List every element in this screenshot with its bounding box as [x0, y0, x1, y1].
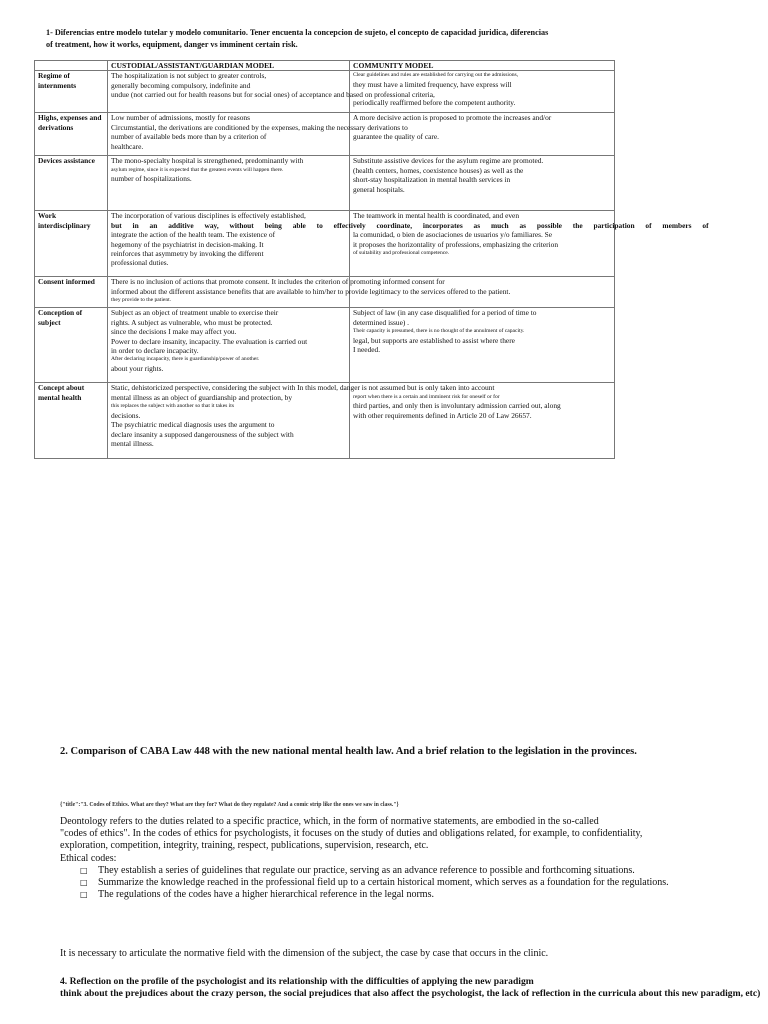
row-label: Conception of subject	[35, 308, 108, 383]
list-item-text: They establish a series of guidelines that regulate our practice, serving as an advance reference to possible and forthcoming situations.	[98, 864, 635, 876]
cell-line: Clear guidelines and rules are established for carrying out the admissions,	[353, 72, 519, 79]
cell-line: determined issue) .	[353, 317, 410, 327]
cell-line: third parties, and only then is involuntary admission carried out, along	[353, 401, 561, 411]
custodial-cell	[108, 277, 511, 308]
cell-line: Power to declare insanity, incapacity. The evaluation is carried out	[111, 336, 308, 346]
row-label: Devices assistance	[35, 156, 108, 211]
cell-line: Low number of admissions, mostly for reasons	[111, 113, 250, 123]
cell-line: but in an additive way, without being able to effectively coordinate, incorporates as much as possible the participation of members of	[111, 220, 709, 230]
cell-line: The teamwork in mental health is coordinated, and even	[353, 211, 520, 221]
cell-line: There is no inclusion of actions that promote consent. It includes the criterion of promoting informed consent for	[111, 277, 445, 287]
cell-line: reinforces that asymmetry by invoking the different	[111, 249, 264, 259]
checkbox-bullet-icon: □	[80, 865, 88, 875]
cell-line: The incorporation of various disciplines is effectively established,	[111, 211, 306, 221]
question-3-body	[60, 816, 760, 901]
list-item	[60, 877, 760, 889]
table-header-row	[35, 61, 615, 71]
community-cell	[350, 113, 615, 156]
custodial-cell	[108, 156, 350, 211]
comparison-table	[34, 60, 709, 459]
cell-line: general hospitals.	[353, 184, 405, 194]
question-1-line-1: 1- Diferencias entre modelo tutelar y modelo comunitario. Tener encuenta la concepcion de sujeto, el concepto de capacidad juridica, diferencias	[46, 28, 549, 37]
cell-line: la comunidad, o bien de asociaciones de usuarios y/o familiares. Se	[353, 230, 553, 240]
cell-line: A more decisive action is proposed to promote the increases and/or	[353, 113, 552, 123]
header-community-model: COMMUNITY MODEL	[350, 61, 615, 71]
ethical-codes-label: Ethical codes:	[60, 852, 117, 864]
community-cell	[350, 383, 615, 459]
cell-line: it proposes the horizontality of professions, emphasizing the criterion	[353, 239, 559, 249]
paragraph-line: Deontology refers to the duties related to a specific practice, which, in the form of normative statements, are embodied in the so-called	[60, 816, 599, 827]
row-label: Work interdisciplinary	[35, 211, 108, 277]
question-4-title: 4. Reflection on the profile of the psychologist and its relationship with the difficulties of applying the new paradigm	[60, 976, 534, 987]
checkbox-bullet-icon: □	[80, 878, 88, 888]
list-item-text: Summarize the knowledge reached in the professional field up to a certain historical moment, which serves as a foundation for the regulations.	[98, 877, 669, 889]
paragraph-line: exploration, competition, integrity, training, respect, publications, supervision, research, etc.	[60, 840, 429, 852]
community-cell	[350, 156, 615, 211]
cell-line: with other requirements defined in Article 20 of Law 26657.	[353, 410, 532, 420]
cell-line: integrate the action of the health team. The existence of	[111, 230, 276, 240]
row-label: Concept about mental health	[35, 383, 108, 459]
cell-line: Subject as an object of treatment unable to exercise their	[111, 308, 279, 318]
articulate-paragraph: It is necessary to articulate the normative field with the dimension of the subject, the case by case that occurs in the clinic.	[60, 948, 549, 959]
cell-line: (health centers, homes, coexistence houses) as well as the	[353, 165, 524, 175]
table-row	[35, 277, 615, 308]
cell-line: Subject of law (in any case disqualified for a period of time to	[353, 308, 537, 318]
cell-line: The hospitalization is not subject to greater controls,	[111, 71, 267, 81]
row-label: Consent informed	[35, 277, 108, 308]
ethical-codes-list	[60, 865, 760, 902]
cell-line: number of available beds more than by a criterion of	[111, 132, 267, 142]
cell-line: this replaces the subject with another so that it takes its	[111, 403, 235, 410]
cell-line: of suitability and professional competence.	[353, 250, 450, 257]
row-label: Highs, expenses and derivations	[35, 113, 108, 156]
question-1-heading	[46, 27, 606, 50]
cell-line: professional duties.	[111, 258, 169, 268]
cell-line: guarantee the quality of care.	[353, 131, 439, 141]
cell-line: Substitute assistive devices for the asylum regime are promoted.	[353, 156, 544, 166]
table-row	[35, 211, 615, 277]
question-4-subtitle: think about the prejudices about the crazy person, the social prejudices that also affect the psychologist, the lack of reflection in the curricula about this new paradigm, etc)	[60, 988, 761, 999]
cell-line: healthcare.	[111, 141, 144, 151]
table-row	[35, 156, 615, 211]
cell-line: Static, dehistoricized perspective, considering the subject with In this model, danger is not assumed but is only taken into account	[111, 383, 495, 393]
question-4-heading	[60, 976, 768, 1000]
cell-line: they provide to the patient.	[111, 297, 172, 304]
cell-line: asylum regime, since it is expected that the greatest events will happen there.	[111, 166, 284, 173]
cell-line: The mono-specialty hospital is strengthened, predominantly with	[111, 156, 304, 166]
header-cell-empty	[35, 61, 108, 71]
cell-line: informed about the different assistance benefits that are available to him/her to provide legitimacy to the services offered to the patient.	[111, 286, 511, 296]
table-row	[35, 71, 615, 113]
cell-line: After declaring incapacity, there is guardianship/power of another.	[111, 356, 260, 363]
list-item	[60, 889, 760, 901]
cell-line: hegemony of the psychiatrist in decision-making. It	[111, 239, 264, 249]
cell-line: report when there is a certain and imminent risk for oneself or for	[353, 393, 500, 400]
cell-line: I needed.	[353, 345, 381, 355]
question-1-line-2: of treatment, how it works, equipment, danger vs imminent certain risk.	[46, 39, 298, 49]
cell-line: about your rights.	[111, 363, 164, 373]
cell-line: rights. A subject as vulnerable, who must be protected.	[111, 317, 273, 327]
custodial-cell	[108, 308, 350, 383]
cell-line: The psychiatric medical diagnosis uses the argument to	[111, 420, 275, 430]
header-custodial-model: CUSTODIAL/ASSISTANT/GUARDIAN MODEL	[108, 61, 350, 71]
cell-line: mental illness as an object of guardianship and protection, by	[111, 392, 293, 402]
cell-line: declare insanity a supposed dangerousness of the subject with	[111, 429, 294, 439]
cell-line: short-stay hospitalization in mental health services in	[353, 175, 511, 185]
cell-line: decisions.	[111, 410, 141, 420]
table-row	[35, 308, 615, 383]
cell-line: since the decisions I make may affect you.	[111, 327, 237, 337]
row-label: Regime of internments	[35, 71, 108, 113]
cell-line: generally becoming compulsory, indefinite and	[111, 80, 251, 90]
paragraph-line: "codes of ethics". In the codes of ethics for psychologists, it focuses on the study of duties and obligations related, for example, to confidentiality,	[60, 828, 643, 840]
cell-line: legal, but supports are established to assist where there	[353, 335, 515, 345]
cell-line: in order to declare incapacity.	[111, 346, 199, 356]
cell-line: number of hospitalizations.	[111, 174, 192, 184]
community-cell	[350, 308, 615, 383]
checkbox-bullet-icon: □	[80, 890, 88, 900]
list-item	[60, 865, 760, 877]
list-item-text: The regulations of the codes have a higher hierarchical reference in the legal norms.	[98, 889, 434, 901]
cell-line: they must have a limited frequency, have express will	[353, 79, 512, 89]
cell-line: Their capacity is presumed, there is no thought of the annulment of capacity.	[353, 328, 525, 335]
table-row	[35, 383, 615, 459]
cell-line: undue (not carried out for health reasons but for social ones) of acceptance and based on professional criteria,	[111, 90, 435, 100]
question-3-json-title: {"title":"3. Codes of Ethics. What are they? What are they for? What do they regulate? And a comic strip like the ones we saw in class."}	[60, 802, 399, 808]
cell-line: Circumstantial, the derivations are conditioned by the expenses, making the necessary derivations to	[111, 122, 408, 132]
question-2-heading: 2. Comparison of CABA Law 448 with the new national mental health law. And a brief relation to the legislation in the provinces.	[60, 746, 637, 757]
table-row	[35, 113, 615, 156]
cell-line: periodically reaffirmed before the competent authority.	[353, 98, 516, 108]
cell-line: mental illness.	[111, 438, 154, 448]
